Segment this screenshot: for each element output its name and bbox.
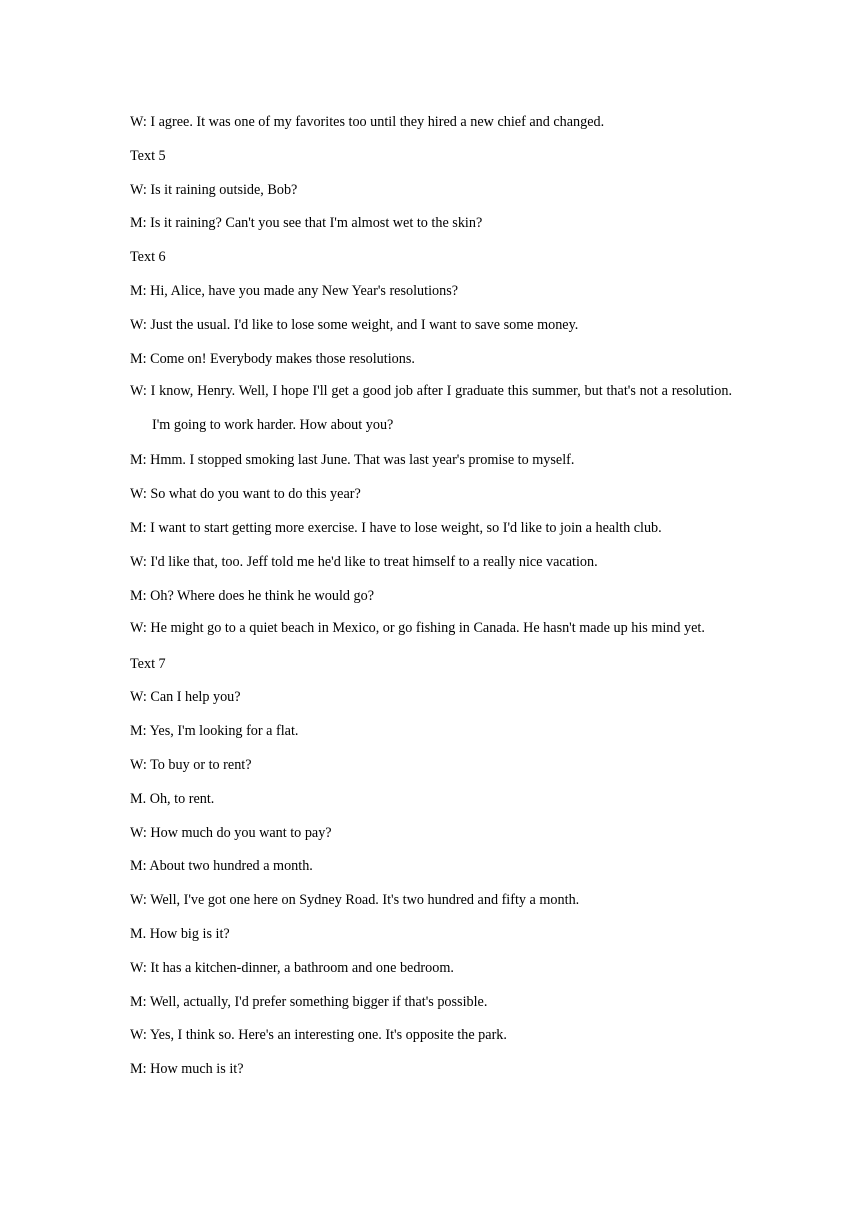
section-heading-text-7: Text 7 bbox=[130, 655, 166, 672]
dialogue-line: M: I want to start getting more exercise. I have to lose weight, so I'd like to join a health club. bbox=[130, 519, 662, 536]
dialogue-line: M. Oh, to rent. bbox=[130, 790, 215, 807]
dialogue-line: W: To buy or to rent? bbox=[130, 756, 252, 773]
dialogue-line: M: Come on! Everybody makes those resolutions. bbox=[130, 350, 415, 367]
dialogue-line: M: Hi, Alice, have you made any New Year's resolutions? bbox=[130, 282, 459, 299]
dialogue-line: W: Well, I've got one here on Sydney Road. It's two hundred and fifty a month. bbox=[130, 892, 580, 909]
dialogue-line: M: Well, actually, I'd prefer something bigger if that's possible. bbox=[130, 993, 488, 1010]
dialogue-line: W: So what do you want to do this year? bbox=[130, 486, 361, 503]
dialogue-line: M: Yes, I'm looking for a flat. bbox=[130, 723, 299, 740]
dialogue-paragraph: W: He might go to a quiet beach in Mexico, or go fishing in Canada. He hasn't made up his mind yet. bbox=[130, 620, 705, 637]
dialogue-line: M: Is it raining? Can't you see that I'm almost wet to the skin? bbox=[130, 215, 483, 232]
dialogue-line: W: I agree. It was one of my favorites too until they hired a new chief and changed. bbox=[130, 114, 605, 130]
dialogue-line: M. How big is it? bbox=[130, 925, 230, 942]
dialogue-paragraph: W: I know, Henry. Well, I hope I'll get a good job after I graduate this summer, but that's not a resolution. I'm going to work harder. How about you? bbox=[130, 383, 732, 434]
dialogue-line: W: Is it raining outside, Bob? bbox=[130, 181, 298, 198]
dialogue-line: W: Can I help you? bbox=[130, 689, 241, 706]
dialogue-line: M: How much is it? bbox=[130, 1061, 244, 1078]
dialogue-line: M: About two hundred a month. bbox=[130, 858, 313, 875]
dialogue-line: W: I'd like that, too. Jeff told me he'd like to treat himself to a really nice vacation. bbox=[130, 553, 598, 570]
section-heading-text-6: Text 6 bbox=[130, 249, 166, 266]
transcript-body bbox=[130, 112, 732, 1093]
dialogue-line: W: How much do you want to pay? bbox=[130, 824, 332, 841]
dialogue-line: M: Oh? Where does he think he would go? bbox=[130, 587, 375, 604]
dialogue-line: W: It has a kitchen-dinner, a bathroom and one bedroom. bbox=[130, 959, 454, 976]
dialogue-line: M: Hmm. I stopped smoking last June. That was last year's promise to myself. bbox=[130, 452, 575, 469]
dialogue-line: W: Just the usual. I'd like to lose some weight, and I want to save some money. bbox=[130, 316, 579, 333]
dialogue-line: W: Yes, I think so. Here's an interesting one. It's opposite the park. bbox=[130, 1027, 507, 1044]
section-heading-text-5: Text 5 bbox=[130, 147, 166, 164]
